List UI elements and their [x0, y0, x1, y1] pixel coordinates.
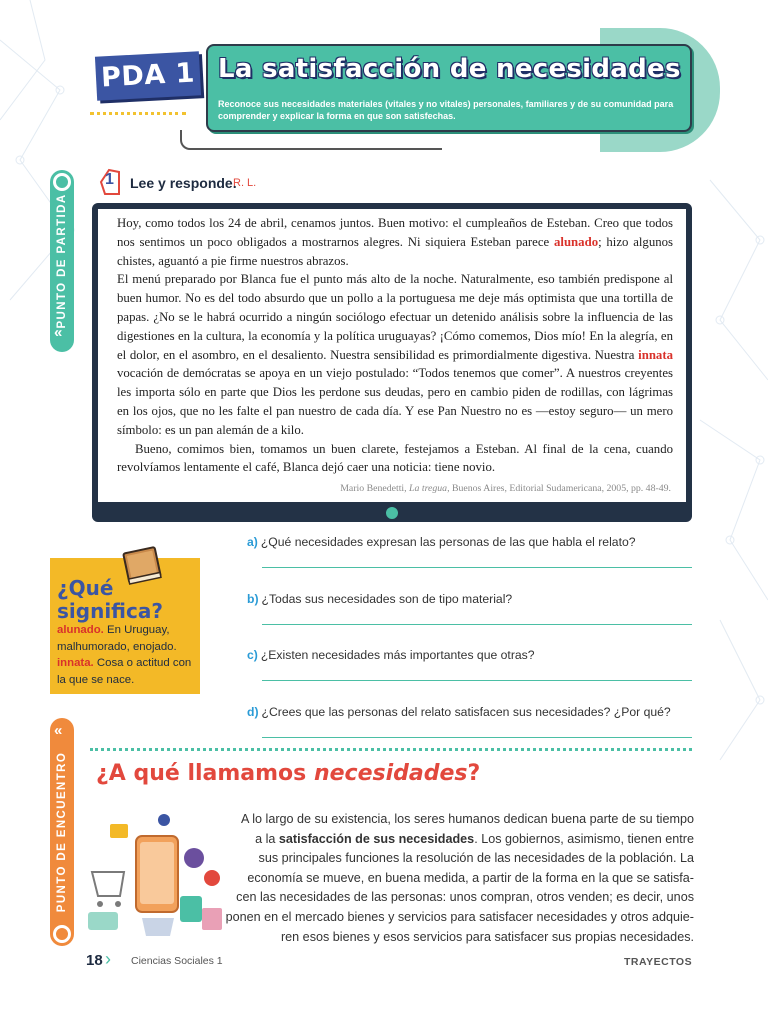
answer-line-d[interactable]: [262, 737, 692, 738]
double-chevron-up-icon: «: [54, 722, 63, 739]
badge-dotted-line: [90, 112, 186, 115]
footer-subject: Ciencias Sociales 1: [131, 955, 223, 967]
activity-instruction: Lee y responde.: [130, 175, 237, 191]
body-line: cen las necesidades de las personas: unos compran, otros venden; es decir, unos: [236, 890, 694, 905]
answer-line-a[interactable]: [262, 567, 692, 568]
reading-box-knob: [384, 505, 400, 521]
body-line: sus principales funciones la resolución de las necesidades de la población. La: [258, 851, 694, 866]
pda-badge: PDA 1: [95, 51, 201, 100]
side-tab-label: PUNTO DE PARTIDA: [56, 193, 68, 329]
double-chevron-down-icon: «: [54, 324, 63, 341]
activity-note: R. L.: [233, 177, 257, 189]
page-subtitle: Reconoce sus necesidades materiales (vitales y no vitales) personales, familiares y de su comunidad para comprender y explicar la forma en que son satisfechas.: [218, 99, 674, 121]
glossary-entry: innata. Cosa o actitud con la que se nace.: [57, 657, 192, 686]
glossary-title: ¿Qué significa?: [57, 576, 163, 623]
story-paragraph: Hoy, como todos los 24 de abril, cenamos juntos. Buen motivo: el cumpleaños de Esteban. Creo que todos nos sentimos un poco obligados a mostrarnos alegres. Ni siquiera Esteban parece alunado; hizo algunos chistes, aguantó a pie firme nuestros abrazos.: [117, 216, 674, 268]
body-line: ponen en el mercado bienes y servicios para satisfacer necesidades y otros adquie-: [225, 909, 694, 924]
question-a: a) ¿Qué necesidades expresan las personas de las que habla el relato?: [247, 535, 636, 549]
body-line: economía se mueve, en buena medida, a partir de la forma en la que se satisfa-: [247, 870, 694, 885]
brand-logo: TRAYECTOS: [624, 956, 693, 968]
title-connector-line: [180, 130, 442, 150]
answer-line-c[interactable]: [262, 680, 692, 681]
highlighted-word: alunado: [553, 234, 599, 249]
side-tab-label: PUNTO DE ENCUENTRO: [56, 751, 68, 913]
story-paragraph: El menú preparado por Blanca fue el punto más alto de la noche. Naturalmente, eso también predispone al buen humor. No es del todo absurdo que un pollo a la portuguesa me deje más optimista que una tortilla de papas. ¿No se le habrá ocurrido a ningún sociólogo efectuar un detenido análisis sobre la influencia de las digestiones en la cultura, la economía y la política uruguayas? ¡Cómo comemos, Dios mío! En la alegría, en el dolor, en el asombro, en el desaliento. Nuestra sensibilidad es primordialmente digestiva. Nuestra innata vocación de demócratas se apoya en un viejo postulado: “Todos tenemos que comer”. A nuestros creyentes les importa sólo en parte que Dios les perdone sus deudas, pero en cambio piden de rodillas, con lágrimas en los ojos, que no les falte el pan nuestro de cada día. Y ese Pan Nuestro no es —estoy seguro— un mero símbolo: es un pan alemán de a kilo.: [117, 272, 673, 437]
activity-number: 1: [105, 171, 114, 188]
side-tab-punto-de-encuentro: [50, 718, 74, 946]
page-number: 18: [86, 952, 103, 969]
glossary-entry: alunado. En Uruguay, malhumorado, enojado.: [57, 624, 177, 653]
section-title: ¿A qué llamamos necesidades?: [96, 761, 481, 786]
section-separator: [90, 748, 692, 751]
section-body: [200, 810, 694, 947]
side-tab-punto-de-partida: [50, 170, 74, 352]
reading-text: [117, 214, 673, 477]
glossary-body: [57, 622, 199, 688]
story-credit: Mario Benedetti, La tregua, Buenos Aires, Editorial Sudamericana, 2005, pp. 48-49.: [340, 483, 671, 494]
activity-number-badge: [97, 168, 123, 196]
body-line: a la satisfacción de sus necesidades. Los gobiernos, asimismo, tienen entre: [255, 831, 694, 846]
tab-ring-icon: [53, 173, 71, 191]
highlighted-word: innata: [638, 347, 673, 362]
tab-ring-icon: [53, 925, 71, 943]
chevron-right-icon: ›: [105, 949, 111, 969]
body-line: A lo largo de su existencia, los seres humanos dedican buena parte de su tiempo: [241, 812, 694, 826]
question-c: c) ¿Existen necesidades más importantes que otras?: [247, 648, 535, 662]
body-line: ren esos bienes y esos servicios para satisfacer sus propias necesidades.: [280, 929, 694, 944]
answer-line-b[interactable]: [262, 624, 692, 625]
page-title: La satisfacción de necesidades: [218, 54, 681, 84]
question-b: b) ¿Todas sus necesidades son de tipo material?: [247, 592, 513, 606]
question-d: d) ¿Crees que las personas del relato satisfacen sus necesidades? ¿Por qué?: [247, 705, 671, 719]
story-paragraph: Bueno, comimos bien, tomamos un buen clarete, festejamos a Esteban. Al final de la cena, cuando revolvíamos lentamente el café, Blanca dejó caer una noticia: tiene novio.: [117, 441, 673, 475]
